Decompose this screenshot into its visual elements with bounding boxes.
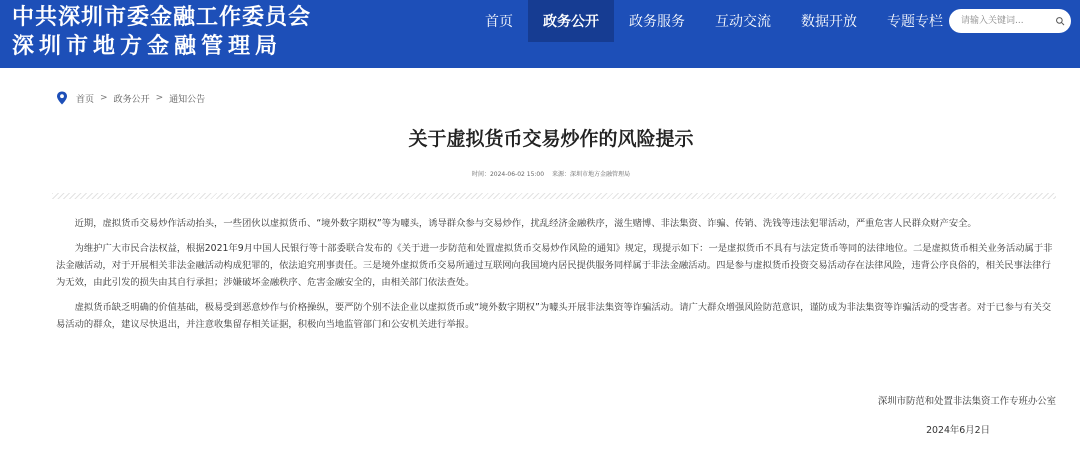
article-meta xyxy=(22,169,1080,178)
nav-home[interactable]: 首页 xyxy=(485,14,513,30)
org-name-line2: 深圳市地方金融管理局 xyxy=(12,34,283,59)
breadcrumb-separator: > xyxy=(100,93,108,103)
article-title: 关于虚拟货币交易炒作的风险提示 xyxy=(408,128,694,150)
search-box xyxy=(949,9,1071,33)
nav-open-data[interactable]: 数据开放 xyxy=(801,14,857,30)
search-icon[interactable] xyxy=(1055,14,1065,28)
article-signature: 深圳市防范和处置非法集资工作专班办公室 xyxy=(877,396,1056,407)
nav-government-affairs-open[interactable]: 政务公开 xyxy=(528,0,614,42)
nav-special-topics[interactable]: 专题专栏 xyxy=(887,14,943,30)
article-paragraph: 近期，虚拟货币交易炒作活动抬头，一些团伙以虚拟货币、“境外数字期权”等为噱头，诱导群众参与交易炒作，扰乱经济金融秩序，滋生赌博、非法集资、诈骗、传销、洗钱等违法犯罪活动，严重危害人民群众财产安全。 xyxy=(74,218,977,229)
article-source: 来源：深圳市地方金融管理局 xyxy=(551,171,630,178)
publish-time: 时间：2024-06-02 15:00 xyxy=(471,171,545,178)
nav-interaction[interactable]: 互动交流 xyxy=(715,14,771,30)
location-pin-icon xyxy=(56,91,68,105)
search-input[interactable] xyxy=(959,15,1055,27)
main-nav xyxy=(470,0,958,42)
title-divider xyxy=(52,193,1056,199)
breadcrumb-separator: > xyxy=(155,93,164,103)
breadcrumb-notices[interactable]: 通知公告 xyxy=(169,94,206,105)
breadcrumb xyxy=(56,91,205,105)
article-body xyxy=(56,215,1056,341)
site-logo[interactable] xyxy=(12,3,311,61)
article-date: 2024年6月2日 xyxy=(926,425,990,436)
article-panel xyxy=(22,68,1080,450)
breadcrumb-home[interactable]: 首页 xyxy=(76,94,95,105)
site-header xyxy=(0,0,1080,68)
article-paragraph: 为维护广大市民合法权益，根据2021年9月中国人民银行等十部委联合发布的《关于进一步防范和处置虚拟货币交易炒作风险的通知》规定，现提示如下：一是虚拟货币不具有与法定货币等同的法律地位。二是虚拟货币相关业务活动属于非法金融活动，对于开展相关非法金融活动构成犯罪的，依法追究刑事责任。三是境外虚拟货币交易所通过互联网向我国境内居民提供服务同样属于非法金融活动。四是参与虚拟货币投资交易活动存在法律风险，违背公序良俗的，相关民事法律行为无效，由此引发的损失由其自行承担；涉嫌破坏金融秩序、危害金融安全的，由相关部门依法查处。 xyxy=(56,243,1053,288)
org-name-line1: 中共深圳市委金融工作委员会 xyxy=(12,5,312,30)
article-paragraph: 虚拟货币缺乏明确的价值基础，极易受到恶意炒作与价格操纵，要严防个别不法企业以虚拟货币或“境外数字期权”为噱头开展非法集资等诈骗活动。请广大群众增强风险防范意识，谨防成为非法集资等诈骗活动的受害者。对于已参与有关交易活动的群众，建议尽快退出，并注意收集留存相关证据，积极向当地监管部门和公安机关进行举报。 xyxy=(56,302,1052,330)
nav-government-services[interactable]: 政务服务 xyxy=(629,14,685,30)
breadcrumb-government-affairs-open[interactable]: 政务公开 xyxy=(113,94,150,105)
